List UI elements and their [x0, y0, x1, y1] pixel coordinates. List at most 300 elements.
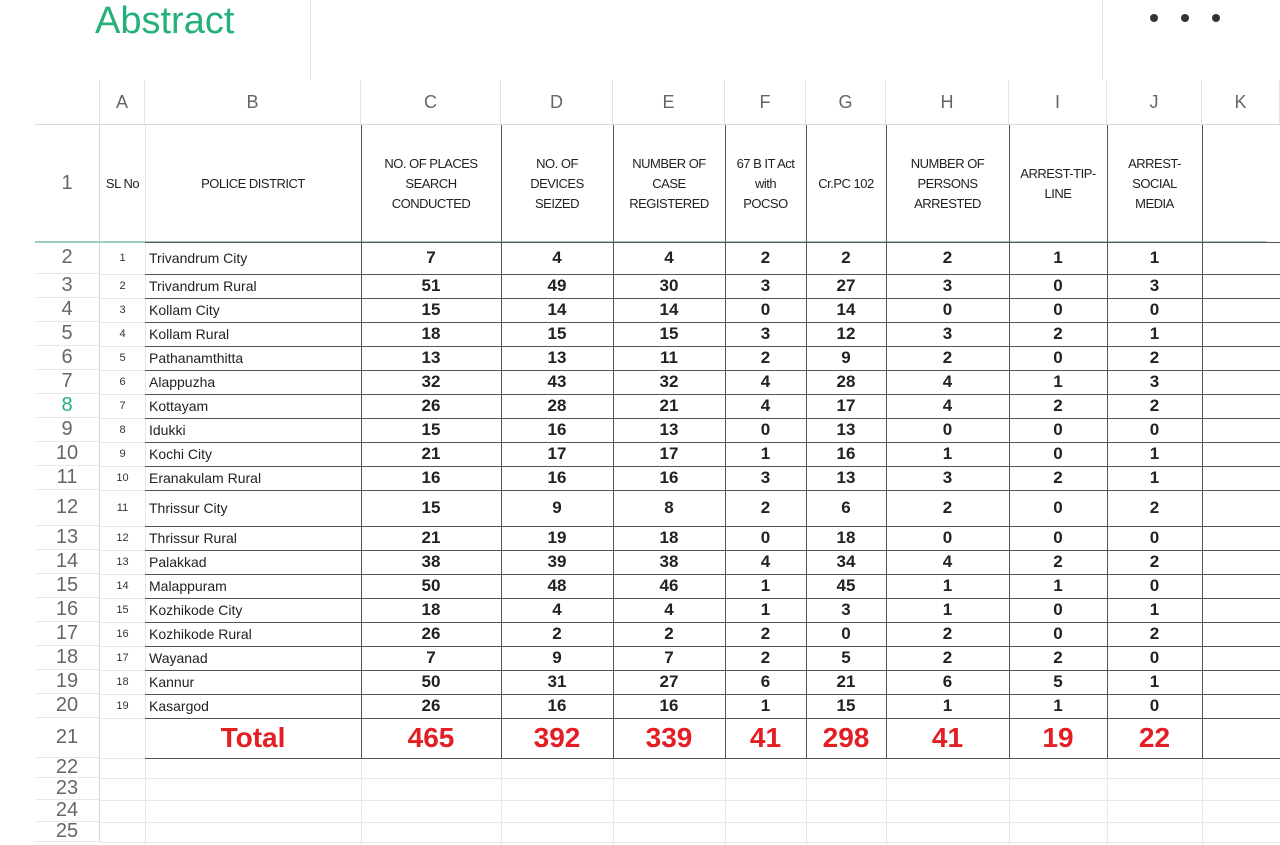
cell-value[interactable]: 38: [659, 552, 679, 571]
header-crpc[interactable]: [806, 125, 886, 242]
header-cases[interactable]: [613, 125, 725, 242]
header-line: CONDUCTED: [391, 195, 471, 211]
cell-value[interactable]: 30: [659, 276, 679, 295]
total-value[interactable]: 19: [1042, 722, 1074, 753]
row-header-4[interactable]: 4: [35, 298, 100, 322]
cell-value[interactable]: 2: [1149, 624, 1160, 643]
cell-value[interactable]: 5: [1053, 672, 1063, 691]
cell-value[interactable]: 16: [547, 696, 567, 715]
cell-value[interactable]: 19: [547, 528, 567, 547]
cell-value[interactable]: 0: [1149, 576, 1160, 595]
cell-value[interactable]: 12: [836, 324, 856, 343]
cell-value[interactable]: 0: [1053, 444, 1063, 463]
cell-value[interactable]: 1: [760, 444, 771, 463]
row-header-3[interactable]: 3: [35, 274, 100, 298]
row-header-1[interactable]: 1: [35, 125, 100, 242]
header-arrested[interactable]: [886, 125, 1009, 242]
row-header-23[interactable]: 23: [35, 778, 100, 800]
header-sl-no[interactable]: SL No: [105, 175, 140, 191]
column-header-h[interactable]: H: [886, 80, 1009, 125]
header-line: LINE: [1044, 185, 1072, 201]
row-header-9[interactable]: 9: [35, 418, 100, 442]
cell-value[interactable]: 14: [547, 300, 567, 319]
cell-value[interactable]: 0: [942, 300, 953, 319]
table-border: [1107, 125, 1108, 758]
row-header-25[interactable]: 25: [35, 822, 100, 842]
cell-value[interactable]: 26: [421, 624, 441, 643]
cell-value[interactable]: 3: [942, 468, 953, 487]
cell-value[interactable]: 2: [1053, 396, 1063, 415]
cell-value[interactable]: 15: [547, 324, 567, 343]
cell-value[interactable]: 0: [841, 624, 851, 643]
table-border: [145, 622, 1280, 623]
cell-sl-no[interactable]: 19: [116, 700, 129, 712]
header-line: NUMBER OF: [910, 155, 985, 171]
cell-district[interactable]: Kozhikode City: [149, 602, 243, 618]
cell-value[interactable]: 3: [1149, 276, 1160, 295]
cell-value[interactable]: 21: [421, 528, 441, 547]
table-border: [145, 490, 1280, 491]
cell-value[interactable]: 4: [664, 600, 674, 619]
header-social[interactable]: [1107, 125, 1202, 242]
cell-value[interactable]: 3: [1149, 372, 1160, 391]
cell-value[interactable]: 28: [547, 396, 567, 415]
cell-value[interactable]: 26: [421, 396, 441, 415]
cell-value[interactable]: 2: [1053, 324, 1063, 343]
cell-value[interactable]: 6: [942, 672, 953, 691]
table-border: [1009, 125, 1010, 758]
cell-sl-no[interactable]: 13: [116, 556, 129, 568]
cell-value[interactable]: 21: [659, 396, 679, 415]
cell-value[interactable]: 1: [1053, 576, 1063, 595]
cell-value[interactable]: 15: [421, 300, 441, 319]
cell-value[interactable]: 0: [1149, 648, 1160, 667]
cell-value[interactable]: 1: [942, 444, 953, 463]
row-header-14[interactable]: 14: [35, 550, 100, 574]
cell-sl-no[interactable]: 17: [116, 652, 129, 664]
cell-value[interactable]: 2: [760, 624, 771, 643]
header-line: ARREST-TIP-: [1020, 165, 1096, 181]
cell-sl-no[interactable]: 8: [119, 424, 126, 436]
cell-value[interactable]: 16: [659, 696, 679, 715]
cell-district[interactable]: Kollam City: [149, 302, 220, 318]
column-header-j[interactable]: J: [1107, 80, 1202, 125]
table-border: [361, 125, 362, 758]
table-border: [145, 394, 1280, 395]
cell-value[interactable]: 18: [836, 528, 856, 547]
cell-value[interactable]: 0: [1053, 624, 1063, 643]
total-value[interactable]: 22: [1138, 722, 1171, 753]
table-border: [145, 574, 1280, 575]
cell-value[interactable]: 4: [942, 396, 953, 415]
table-border: [145, 694, 1280, 695]
row-header-7[interactable]: 7: [35, 370, 100, 394]
cell-value[interactable]: 2: [1149, 552, 1160, 571]
cell-value[interactable]: 15: [836, 696, 856, 715]
cell-value[interactable]: 5: [841, 648, 851, 667]
cell-value[interactable]: 3: [760, 324, 771, 343]
cell-sl-no[interactable]: 2: [119, 280, 126, 292]
cell-value[interactable]: 48: [547, 576, 567, 595]
column-header-c[interactable]: C: [361, 80, 501, 125]
cell-sl-no[interactable]: 14: [116, 580, 129, 592]
table-border: [145, 550, 1280, 551]
cell-value[interactable]: 18: [659, 528, 679, 547]
cell-value[interactable]: 17: [659, 444, 679, 463]
column-header-d[interactable]: D: [501, 80, 613, 125]
cell-value[interactable]: 4: [942, 372, 953, 391]
cell-value[interactable]: 2: [942, 648, 953, 667]
cell-value[interactable]: 16: [659, 468, 679, 487]
cell-value[interactable]: 0: [1149, 528, 1160, 547]
header-line: NUMBER OF: [632, 155, 706, 171]
cell-sl-no[interactable]: 1: [119, 252, 126, 264]
cell-sl-no[interactable]: 9: [119, 448, 126, 460]
cell-value[interactable]: 1: [1149, 600, 1160, 619]
cell-value[interactable]: 1: [942, 600, 953, 619]
cell-value[interactable]: 13: [547, 348, 567, 367]
cell-district[interactable]: Alappuzha: [149, 374, 216, 390]
cell-value[interactable]: 34: [836, 552, 856, 571]
cell-value[interactable]: 4: [760, 396, 771, 415]
cell-value[interactable]: 0: [1053, 498, 1063, 517]
cell-value[interactable]: 2: [1053, 552, 1063, 571]
header-line: ARREST-: [1128, 155, 1181, 171]
cell-value[interactable]: 0: [760, 420, 771, 439]
header-places[interactable]: [361, 125, 501, 242]
cell-value[interactable]: 1: [760, 696, 771, 715]
table-border: [145, 418, 1280, 419]
header-line: PERSONS: [917, 175, 978, 191]
cell-value[interactable]: 2: [942, 248, 953, 267]
cell-value[interactable]: 2: [1149, 498, 1160, 517]
cell-sl-no[interactable]: 3: [119, 304, 126, 316]
cell-value[interactable]: 0: [942, 528, 953, 547]
cell-value[interactable]: 39: [547, 552, 567, 571]
cell-sl-no[interactable]: 16: [116, 628, 129, 640]
total-value[interactable]: 392: [533, 722, 581, 753]
cell-value[interactable]: 2: [942, 348, 953, 367]
cell-value[interactable]: 2: [664, 624, 674, 643]
cell-value[interactable]: 9: [841, 348, 851, 367]
column-header-e[interactable]: E: [613, 80, 725, 125]
header-tipline[interactable]: [1009, 125, 1107, 242]
cell-value[interactable]: 3: [841, 600, 851, 619]
cell-sl-no[interactable]: 4: [119, 328, 126, 340]
cell-value[interactable]: 13: [836, 420, 856, 439]
cell-district[interactable]: Thrissur Rural: [149, 530, 237, 546]
table-border: [806, 125, 807, 758]
toolbar-divider: [310, 0, 311, 80]
cell-value[interactable]: 0: [1053, 276, 1063, 295]
cell-value[interactable]: 9: [552, 648, 562, 667]
cell-value[interactable]: 6: [841, 498, 851, 517]
cell-value[interactable]: 2: [760, 348, 771, 367]
cell-value[interactable]: 0: [1053, 300, 1063, 319]
column-header-k[interactable]: K: [1202, 80, 1280, 125]
table-border: [145, 758, 1280, 759]
row-header-12[interactable]: 12: [35, 490, 100, 526]
cell-value[interactable]: 0: [1053, 420, 1063, 439]
row-header-18[interactable]: 18: [35, 646, 100, 670]
row-header-5[interactable]: 5: [35, 322, 100, 346]
cell-value[interactable]: 45: [836, 576, 856, 595]
cell-sl-no[interactable]: 18: [116, 676, 129, 688]
sheet-toolbar: [0, 0, 1280, 80]
sheet-title[interactable]: Abstract: [95, 0, 235, 42]
table-border: [613, 125, 614, 758]
select-all-corner[interactable]: [35, 80, 100, 125]
cell-value[interactable]: 26: [421, 696, 441, 715]
cell-value[interactable]: 3: [760, 276, 771, 295]
cell-value[interactable]: 1: [1149, 444, 1160, 463]
header-line: POCSO: [743, 195, 788, 211]
cell-value[interactable]: 0: [1053, 528, 1063, 547]
cell-district[interactable]: Kannur: [149, 674, 195, 690]
total-value[interactable]: 41: [749, 722, 782, 753]
row-header-21[interactable]: 21: [35, 718, 100, 758]
column-header-i[interactable]: I: [1009, 80, 1107, 125]
cell-value[interactable]: 18: [421, 324, 441, 343]
cell-value[interactable]: 15: [421, 498, 441, 517]
table-border: [145, 526, 1280, 527]
cell-value[interactable]: 31: [547, 672, 567, 691]
cell-value[interactable]: 16: [421, 468, 441, 487]
cell-value[interactable]: 16: [547, 468, 567, 487]
cell-value[interactable]: 46: [659, 576, 679, 595]
header-line: DEVICES: [530, 175, 584, 191]
row-header-22[interactable]: 22: [35, 758, 100, 778]
cell-value[interactable]: 3: [760, 468, 771, 487]
cell-value[interactable]: 2: [1149, 396, 1160, 415]
cell-district[interactable]: Pathanamthitta: [149, 350, 244, 366]
row-header-15[interactable]: 15: [35, 574, 100, 598]
row-header-20[interactable]: 20: [35, 694, 100, 718]
cell-sl-no[interactable]: 5: [119, 352, 126, 364]
table-border: [145, 298, 1280, 299]
cell-value[interactable]: 21: [421, 444, 441, 463]
cell-value[interactable]: 7: [664, 648, 674, 667]
cell-value[interactable]: 21: [836, 672, 856, 691]
cell-district[interactable]: Kottayam: [149, 398, 209, 414]
cell-district[interactable]: Kollam Rural: [149, 326, 230, 342]
cell-value[interactable]: 13: [421, 348, 441, 367]
cell-value[interactable]: 43: [547, 372, 567, 391]
cell-value[interactable]: 13: [659, 420, 679, 439]
cell-district[interactable]: Trivandrum Rural: [149, 278, 257, 294]
header-line: CASE: [652, 175, 686, 191]
cell-value[interactable]: 2: [1053, 648, 1063, 667]
table-border: [145, 370, 1280, 371]
cell-value[interactable]: 0: [1053, 348, 1063, 367]
cell-value[interactable]: 1: [760, 576, 771, 595]
more-dots-icon[interactable]: [1150, 8, 1220, 28]
header-line: SEARCH: [405, 175, 457, 191]
cell-value[interactable]: 8: [664, 498, 674, 517]
cell-sl-no[interactable]: 11: [116, 502, 129, 514]
cell-value[interactable]: 1: [1149, 672, 1160, 691]
row-header-16[interactable]: 16: [35, 598, 100, 622]
cell-value[interactable]: 2: [760, 648, 771, 667]
cell-value[interactable]: 17: [547, 444, 567, 463]
cell-value[interactable]: 17: [836, 396, 856, 415]
table-border: [145, 466, 1280, 467]
cell-value[interactable]: 0: [760, 528, 771, 547]
cell-value[interactable]: 50: [421, 672, 441, 691]
cell-sl-no[interactable]: 12: [116, 532, 129, 544]
header-devices[interactable]: [501, 125, 613, 242]
row-header-6[interactable]: 6: [35, 346, 100, 370]
cell-value[interactable]: 51: [421, 276, 441, 295]
cell-value[interactable]: 4: [664, 248, 674, 267]
cell-value[interactable]: 0: [1149, 696, 1160, 715]
row-header-17[interactable]: 17: [35, 622, 100, 646]
cell-sl-no[interactable]: 15: [116, 604, 129, 616]
header-it-act[interactable]: [725, 125, 806, 242]
cell-district[interactable]: Kozhikode Rural: [149, 626, 252, 642]
header-line: NO. OF PLACES: [384, 155, 478, 171]
cell-value[interactable]: 7: [426, 648, 436, 667]
cell-value[interactable]: 15: [421, 420, 441, 439]
header-district[interactable]: POLICE DISTRICT: [201, 175, 305, 191]
cell-value[interactable]: 1: [760, 600, 771, 619]
cell-value[interactable]: 50: [421, 576, 441, 595]
grid-line: [100, 842, 1280, 843]
total-value[interactable]: 339: [645, 722, 693, 753]
cell-value[interactable]: 0: [1149, 420, 1160, 439]
cell-value[interactable]: 27: [836, 276, 856, 295]
row-header-19[interactable]: 19: [35, 670, 100, 694]
cell-value[interactable]: 2: [552, 624, 562, 643]
cell-value[interactable]: 32: [421, 372, 441, 391]
table-border: [145, 274, 1280, 275]
toolbar-divider: [1102, 0, 1103, 80]
cell-value[interactable]: 18: [421, 600, 441, 619]
header-line: with: [754, 175, 777, 191]
header-line: Cr.PC 102: [818, 175, 874, 191]
column-header-a[interactable]: A: [100, 80, 145, 125]
cell-value[interactable]: 0: [1149, 300, 1160, 319]
cell-value[interactable]: 16: [547, 420, 567, 439]
cell-value[interactable]: 3: [942, 324, 953, 343]
cell-value[interactable]: 0: [1053, 600, 1063, 619]
header-line: MEDIA: [1135, 195, 1174, 211]
cell-value[interactable]: 4: [942, 552, 953, 571]
cell-sl-no[interactable]: 6: [119, 376, 126, 388]
table-border: [145, 670, 1280, 671]
table-border: [145, 598, 1280, 599]
cell-value[interactable]: 2: [942, 624, 953, 643]
row-header-24[interactable]: 24: [35, 800, 100, 822]
cell-value[interactable]: 0: [760, 300, 771, 319]
cell-value[interactable]: 14: [659, 300, 679, 319]
header-line: SOCIAL: [1132, 175, 1177, 191]
cell-value[interactable]: 27: [659, 672, 679, 691]
cell-value[interactable]: 9: [552, 498, 562, 517]
cell-value[interactable]: 0: [942, 420, 953, 439]
cell-value[interactable]: 4: [552, 600, 562, 619]
total-value[interactable]: 41: [931, 722, 964, 753]
cell-value[interactable]: 2: [760, 498, 771, 517]
cell-value[interactable]: 14: [836, 300, 856, 319]
cell-value[interactable]: 1: [942, 576, 953, 595]
cell-value[interactable]: 2: [760, 248, 771, 267]
cell-sl-no[interactable]: 7: [119, 400, 126, 412]
row-header-2[interactable]: 2: [35, 242, 100, 274]
cell-district[interactable]: Malappuram: [149, 578, 227, 594]
row-header-10[interactable]: 10: [35, 442, 100, 466]
row-header-11[interactable]: 11: [35, 466, 100, 490]
cell-value[interactable]: 2: [1053, 468, 1063, 487]
table-border: [1202, 125, 1203, 758]
cell-value[interactable]: 1: [1149, 324, 1160, 343]
cell-value[interactable]: 6: [760, 672, 771, 691]
cell-value[interactable]: 49: [547, 276, 567, 295]
table-border: [145, 242, 1280, 243]
header-line: ARRESTED: [914, 195, 981, 211]
cell-value[interactable]: 38: [421, 552, 441, 571]
cell-value[interactable]: 1: [1053, 372, 1063, 391]
cell-district[interactable]: Wayanad: [149, 650, 208, 666]
cell-value[interactable]: 2: [841, 248, 851, 267]
cell-district[interactable]: Eranakulam Rural: [149, 470, 262, 486]
cell-value[interactable]: 4: [760, 552, 771, 571]
total-value[interactable]: 465: [407, 722, 455, 753]
cell-sl-no[interactable]: 10: [116, 472, 129, 484]
cell-value[interactable]: 2: [942, 498, 953, 517]
cell-value[interactable]: 7: [426, 248, 436, 267]
cell-value[interactable]: 15: [659, 324, 679, 343]
cell-value[interactable]: 28: [836, 372, 856, 391]
cell-value[interactable]: 13: [836, 468, 856, 487]
cell-value[interactable]: 1: [1053, 248, 1063, 267]
grid-line: [100, 778, 1280, 779]
total-value[interactable]: 298: [822, 722, 870, 753]
cell-value[interactable]: 1: [1149, 248, 1160, 267]
cell-district[interactable]: Idukki: [149, 422, 186, 438]
column-header-g[interactable]: G: [806, 80, 886, 125]
total-label[interactable]: Total: [220, 722, 286, 753]
cell-district[interactable]: Thrissur City: [149, 500, 228, 516]
cell-value[interactable]: 1: [1149, 468, 1160, 487]
grid-line: [100, 800, 1280, 801]
cell-value[interactable]: 16: [836, 444, 856, 463]
cell-value[interactable]: 4: [552, 248, 562, 267]
header-line: REGISTERED: [629, 195, 709, 211]
cell-district[interactable]: Kochi City: [149, 446, 213, 462]
row-header-8[interactable]: 8: [35, 394, 100, 418]
cell-value[interactable]: 1: [942, 696, 953, 715]
cell-value[interactable]: 3: [942, 276, 953, 295]
column-header-b[interactable]: B: [145, 80, 361, 125]
cell-value[interactable]: 4: [760, 372, 771, 391]
header-line: SEIZED: [535, 195, 579, 211]
cell-district[interactable]: Palakkad: [149, 554, 207, 570]
cell-value[interactable]: 1: [1053, 696, 1063, 715]
cell-district[interactable]: Kasargod: [149, 698, 209, 714]
cell-value[interactable]: 2: [1149, 348, 1160, 367]
column-header-f[interactable]: F: [725, 80, 806, 125]
header-line: NO. OF: [536, 155, 578, 171]
table-border: [145, 346, 1280, 347]
cell-district[interactable]: Trivandrum City: [149, 250, 248, 266]
table-border: [145, 322, 1280, 323]
row-header-13[interactable]: 13: [35, 526, 100, 550]
cell-value[interactable]: 11: [660, 348, 678, 367]
header-line: 67 B IT Act: [736, 155, 795, 171]
table-border: [145, 646, 1280, 647]
cell-value[interactable]: 32: [659, 372, 679, 391]
